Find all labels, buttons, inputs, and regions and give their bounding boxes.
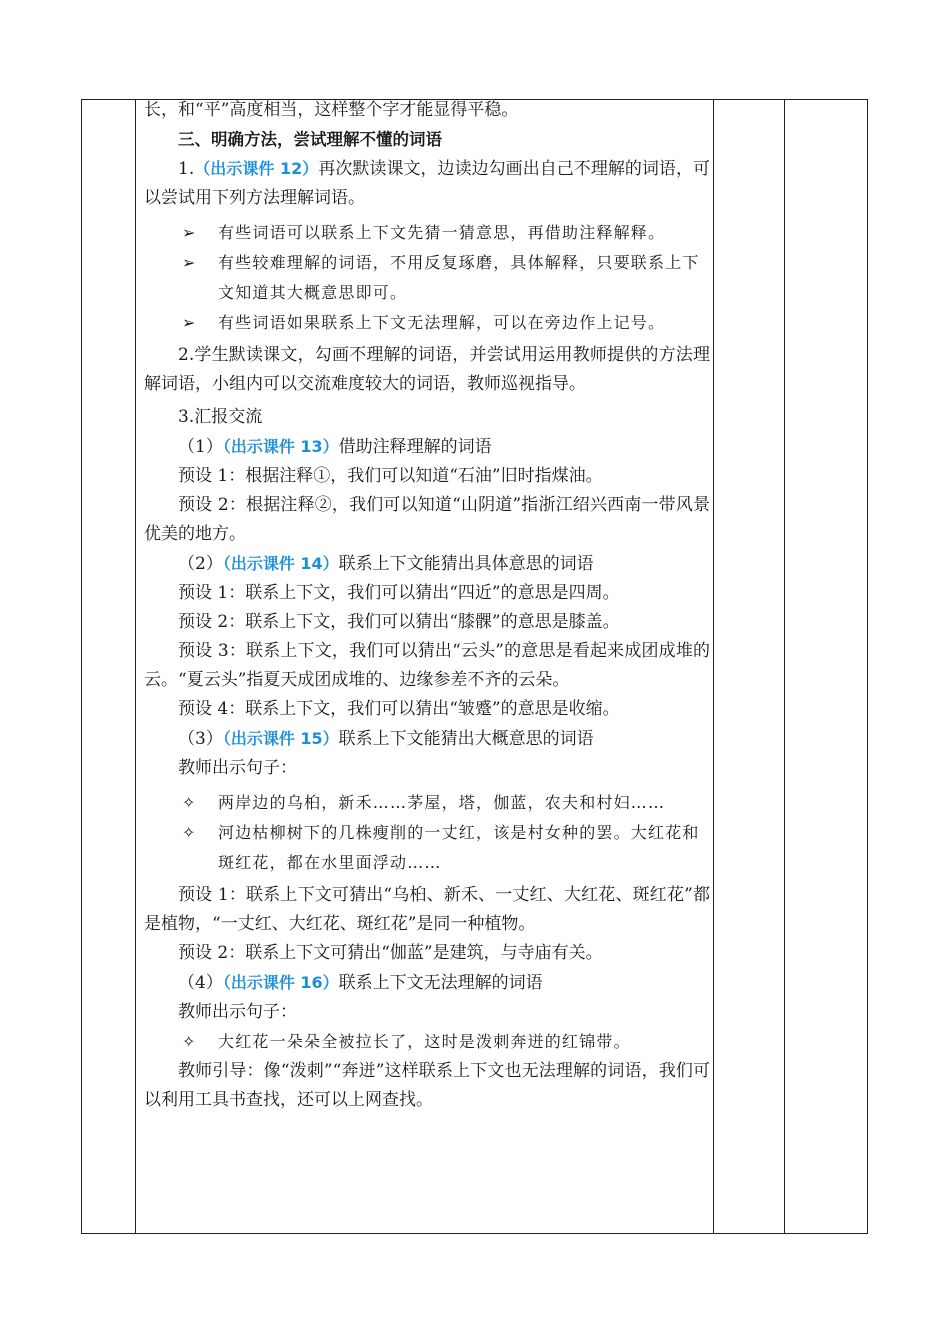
paragraph: （2）（出示课件 14）联系上下文能猜出具体意思的词语 [178,554,594,574]
bullet-item: ➢ 有些词语如果联系上下文无法理解，可以在旁边作上记号。 [144,308,710,338]
bullet-item: ➢ 有些词语可以联系上下文先猜一猜意思，再借助注释解释。 [144,218,710,248]
paragraph: 预设 1：联系上下文可猜出“乌桕、新禾、一丈红、大红花、斑红花”都是植物，“一丈红、大红花、斑红花”是同一种植物。 [144,885,710,934]
arrow-bullet-icon: ➢ [182,223,197,242]
courseware-tag: （出示课件 16） [222,973,339,992]
diamond-star-bullet-icon: ✧ [182,793,197,812]
paragraph: 预设 1：联系上下文，我们可以猜出“四近”的意思是四周。 [178,583,620,603]
courseware-tag: （出示课件 13） [222,437,339,456]
courseware-tag: （出示课件 12） [194,159,319,178]
column-divider [784,100,785,1233]
paragraph: （3）（出示课件 15）联系上下文能猜出大概意思的词语 [178,729,594,749]
paragraph: 2.学生默读课文，勾画不理解的词语，并尝试用运用教师提供的方法理解词语，小组内可以交流难度较大的词语，教师巡视指导。 [144,345,710,394]
arrow-bullet-icon: ➢ [182,253,197,272]
bullet-item: ➢ 有些较难理解的词语，不用反复琢磨，具体解释，只要联系上下文知道其大概意思即可。 [144,248,710,308]
continued-line: 长，和“平”高度相当，这样整个字才能显得平稳。 [144,100,519,120]
bullet-item: ✧ 两岸边的乌桕，新禾……茅屋，塔，伽蓝，农夫和村妇…… [144,788,710,818]
paragraph: 教师引导：像“泼刺”“奔迸”这样联系上下文也无法理解的词语，我们可以利用工具书查找，还可以上网查找。 [144,1061,710,1110]
courseware-tag: （出示课件 14） [222,554,339,573]
paragraph: 预设 4：联系上下文，我们可以猜出“皱蹙”的意思是收缩。 [178,699,620,719]
paragraph: 3.汇报交流 [178,407,263,427]
lesson-content [144,96,710,1115]
paragraph: 1.（出示课件 12）再次默读课文，边读边勾画出自己不理解的词语，可以尝试用下列方法理解词语。 [144,159,710,208]
paragraph: 预设 2：联系上下文，我们可以猜出“膝髁”的意思是膝盖。 [178,612,620,632]
paragraph: 预设 3：联系上下文，我们可以猜出“云头”的意思是看起来成团成堆的云。“夏云头”指夏天成团成堆的、边缘参差不齐的云朵。 [144,641,710,690]
diamond-star-bullet-icon: ✧ [182,823,197,842]
column-divider [713,100,714,1233]
paragraph: （1）（出示课件 13）借助注释理解的词语 [178,437,492,457]
column-divider [135,100,136,1233]
arrow-bullet-icon: ➢ [182,313,197,332]
bullet-item: ✧ 大红花一朵朵全被拉长了，这时是泼刺奔迸的红锦带。 [144,1027,710,1057]
diamond-star-bullet-icon: ✧ [182,1032,197,1051]
section-heading: 三、明确方法，尝试理解不懂的词语 [178,130,442,149]
paragraph: 教师出示句子： [178,1002,297,1022]
bullet-item: ✧ 河边枯柳树下的几株瘦削的一丈红，该是村女种的罢。大红花和斑红花，都在水里面浮动…… [144,818,710,878]
paragraph: 预设 1：根据注释①，我们可以知道“石油”旧时指煤油。 [178,466,603,486]
paragraph: 教师出示句子： [178,758,297,778]
paragraph: 预设 2：联系上下文可猜出“伽蓝”是建筑，与寺庙有关。 [178,943,603,963]
paragraph: （4）（出示课件 16）联系上下文无法理解的词语 [178,973,543,993]
courseware-tag: （出示课件 15） [222,729,339,748]
paragraph: 预设 2：根据注释②，我们可以知道“山阴道”指浙江绍兴西南一带风景优美的地方。 [144,495,710,544]
